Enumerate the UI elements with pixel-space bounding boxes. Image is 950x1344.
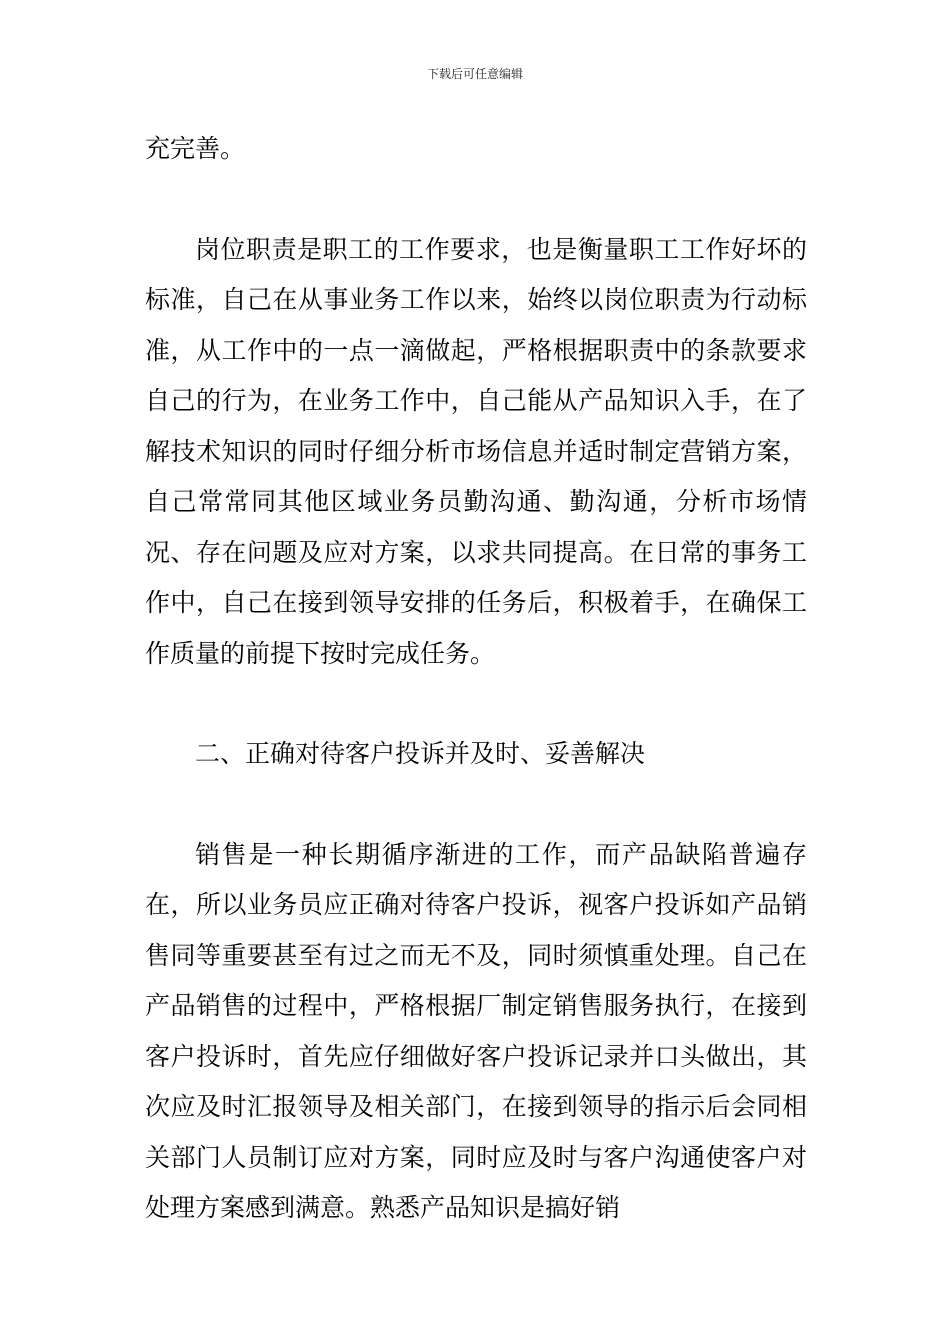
section-heading-complaints: 二、正确对待客户投诉并及时、妥善解决 — [195, 739, 646, 768]
paragraph-gap — [145, 679, 807, 729]
page-header: 下载后可任意编辑 — [426, 67, 523, 81]
paragraph-gap — [145, 175, 807, 225]
paragraph-sales-complaints: 销售是一种长期循序渐进的工作，而产品缺陷普遍存在，所以业务员应正确对待客户投诉，视客户投诉如产品销售同等重要甚至有过之而无不及，同时须慎重处理。自己在产品销售的过程中，严格根据厂制定销售服务执行，在接到客户投诉时，首先应仔细做好客户投诉记录并口头做出，其次应及时汇报领导及相关部门，在接到领导的指示后会同相关部门人员制订应对方案，同时应及时与客户沟通使客户对处理方案感到满意。熟悉产品知识是搞好销 — [145, 839, 807, 1222]
paragraph-job-duties: 岗位职责是职工的工作要求，也是衡量职工工作好坏的标准，自己在从事业务工作以来，始终以岗位职责为行动标准，从工作中的一点一滴做起，严格根据职责中的条款要求自己的行为，在业务工作中，自己能从产品知识入手，在了解技术知识的同时仔细分析市场信息并适时制定营销方案，自己常常同其他区域业务员勤沟通、勤沟通，分析市场情况、存在问题及应对方案，以求共同提高。在日常的事务工作中，自己在接到领导安排的任务后，积极着手，在确保工作质量的前提下按时完成任务。 — [145, 234, 807, 668]
paragraph-continuation: 充完善。 — [145, 134, 246, 163]
document-body — [145, 124, 807, 1234]
paragraph-gap — [145, 780, 807, 830]
